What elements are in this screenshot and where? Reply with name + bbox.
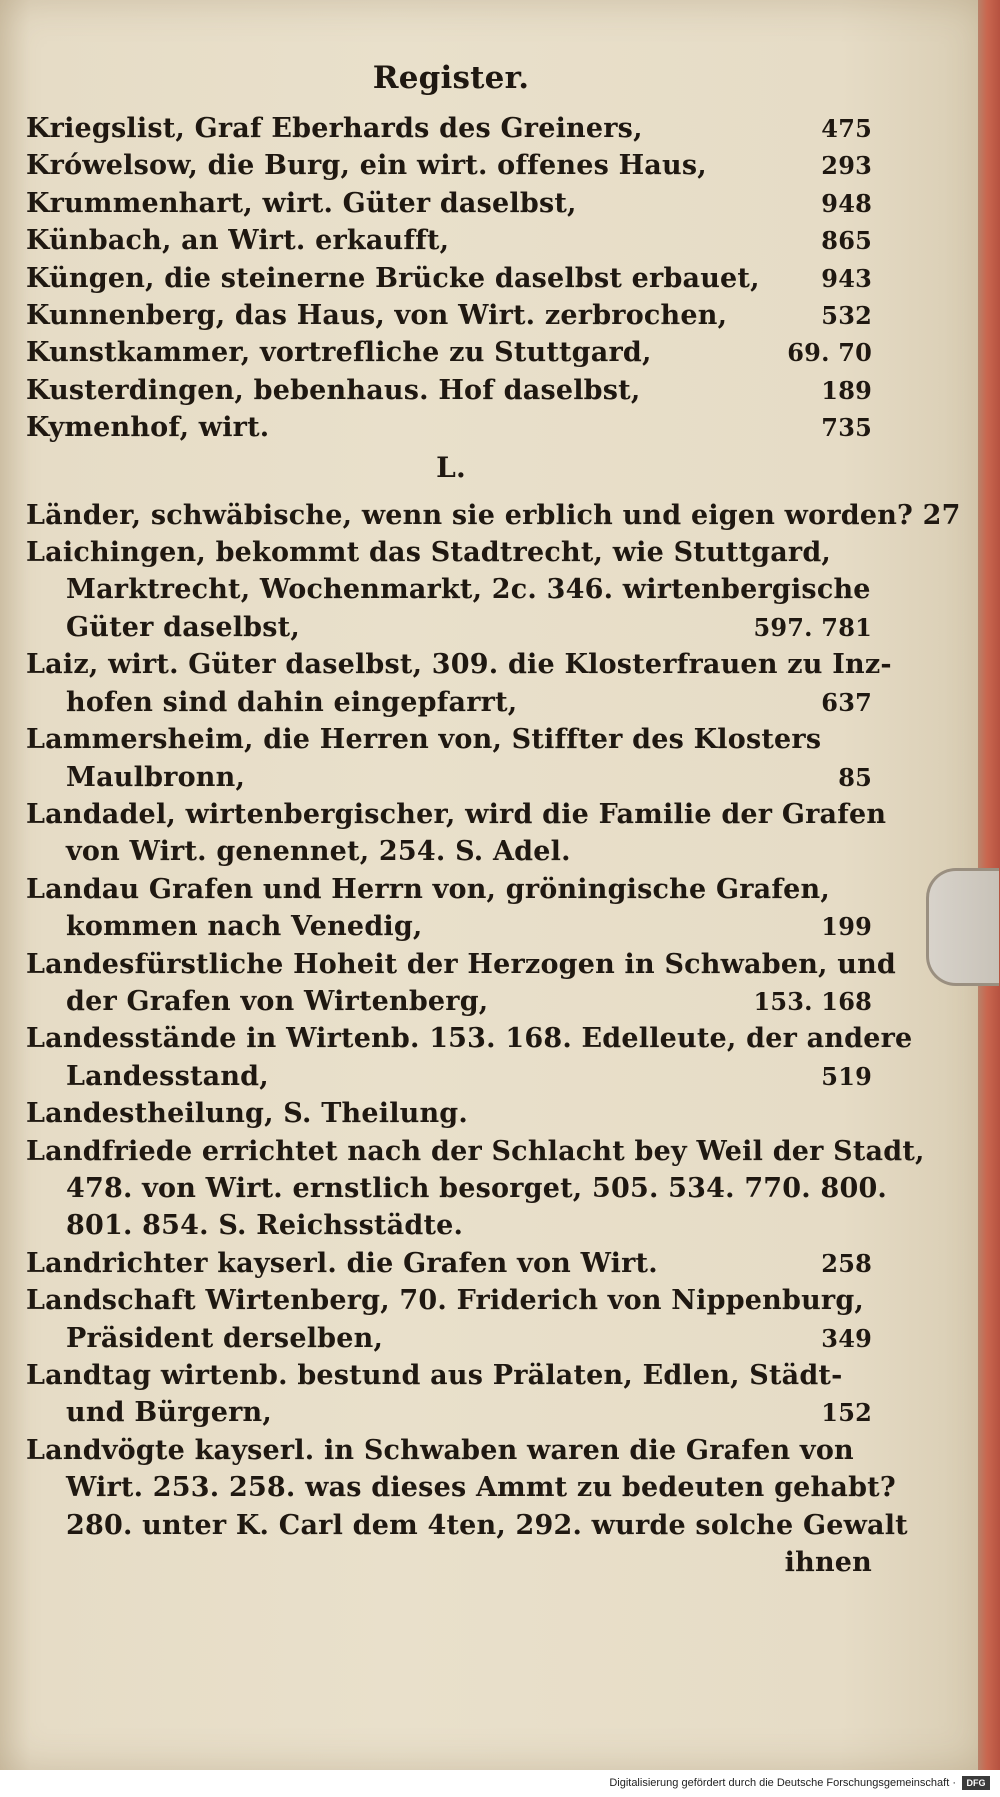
index-line — [26, 497, 961, 534]
line-text: der Grafen von Wirtenberg, — [66, 985, 489, 1017]
entry-term: Kriegslist, Graf Eberhards des Greiners, — [26, 113, 643, 144]
scanner-clamp — [926, 868, 999, 986]
line-page-number: 597. 781 — [753, 612, 872, 642]
line-page-number — [912, 1020, 916, 1057]
line-page-number: 152 — [821, 1398, 872, 1428]
index-line — [26, 571, 876, 608]
line-text: Laiz, wirt. Güter daselbst, 309. die Klosterfrauen zu Inz- — [26, 649, 892, 681]
index-line — [26, 609, 876, 646]
line-text: Maulbronn, — [66, 761, 246, 793]
index-line — [26, 759, 876, 796]
entry-page-number: 293 — [821, 151, 872, 181]
line-page-number — [872, 833, 876, 870]
index-line — [26, 1095, 876, 1132]
index-line — [26, 833, 876, 870]
line-text: kommen nach Venedig, — [66, 911, 423, 943]
line-page-number: 199 — [821, 912, 872, 942]
index-line — [26, 1133, 925, 1170]
line-text: hofen sind dahin eingepfarrt, — [66, 686, 518, 718]
register-text — [26, 60, 961, 1581]
index-entry — [26, 297, 876, 334]
line-page-number — [872, 1282, 876, 1319]
line-text: Länder, schwäbische, wenn sie erblich und eigen worden? 27 — [26, 499, 961, 531]
entry-term: Kunstkammer, vortrefliche zu Stuttgard, — [26, 337, 652, 369]
line-page-number — [892, 646, 896, 683]
index-line — [26, 646, 892, 683]
line-page-number — [925, 1133, 929, 1170]
index-line — [26, 1282, 876, 1319]
line-page-number — [896, 946, 900, 983]
line-page-number: 519 — [821, 1061, 872, 1091]
line-page-number — [872, 571, 876, 608]
index-line — [26, 1170, 888, 1207]
index-line — [26, 1507, 908, 1544]
line-text: Landau Grafen und Herrn von, gröningische Grafen, — [26, 873, 830, 905]
entry-page-number: 69. 70 — [787, 338, 872, 368]
line-page-number — [872, 534, 876, 571]
entry-term: Kunnenberg, das Haus, von Wirt. zerbrochen, — [26, 300, 728, 332]
index-line — [26, 1394, 876, 1431]
line-page-number — [886, 796, 890, 833]
line-page-number — [872, 871, 876, 908]
line-page-number: 85 — [838, 762, 872, 792]
entry-term: Krummenhart, wirt. Güter daselbst, — [26, 187, 577, 219]
section-letter-heading: L. — [436, 450, 466, 484]
line-text: Landvögte kayserl. in Schwaben waren die Grafen von — [26, 1434, 854, 1466]
entry-page-number: 475 — [821, 114, 872, 143]
index-entry — [26, 409, 876, 446]
dfg-logo: DFG — [962, 1776, 990, 1790]
line-page-number — [872, 1095, 876, 1132]
index-line — [26, 1432, 876, 1469]
line-text: Landschaft Wirtenberg, 70. Friderich von Nippenburg, — [26, 1285, 865, 1317]
line-page-number: 637 — [821, 687, 872, 717]
line-page-number — [872, 1432, 876, 1469]
entry-term: Kymenhof, wirt. — [26, 412, 270, 444]
line-page-number — [872, 721, 876, 758]
index-line — [26, 1357, 876, 1394]
line-page-number — [887, 1170, 891, 1207]
line-text: und Bürgern, — [66, 1397, 272, 1429]
line-page-number: 258 — [821, 1248, 872, 1278]
line-page-number: 349 — [821, 1323, 872, 1353]
line-page-number — [872, 1207, 876, 1244]
index-line — [26, 1320, 876, 1357]
line-text: Landestheilung, S. Theilung. — [26, 1098, 468, 1130]
index-line — [26, 908, 876, 945]
index-line — [26, 1245, 876, 1282]
line-page-number — [908, 1507, 912, 1544]
line-text: Laichingen, bekommt das Stadtrecht, wie Stuttgard, — [26, 537, 831, 569]
line-text: Landtag wirtenb. bestund aus Prälaten, Edlen, Städt- — [26, 1360, 843, 1391]
line-page-number — [896, 1469, 900, 1506]
line-text: Landrichter kayserl. die Grafen von Wirt. — [26, 1247, 658, 1279]
line-page-number — [872, 1357, 876, 1394]
index-entry — [26, 110, 876, 147]
line-text: 801. 854. S. Reichsstädte. — [66, 1210, 464, 1242]
index-line — [26, 1058, 876, 1095]
line-text: Landesfürstliche Hoheit der Herzogen in Schwaben, und — [26, 948, 896, 980]
index-line — [26, 871, 876, 908]
line-text: von Wirt. genennet, 254. S. Adel. — [66, 836, 571, 868]
index-entry — [26, 147, 876, 184]
line-text: 478. von Wirt. ernstlich besorget, 505. 534. 770. 800. — [66, 1172, 888, 1204]
digitization-credit: Digitalisierung gefördert durch die Deutsche Forschungsgemeinschaft · — [609, 1777, 956, 1789]
index-line — [26, 1207, 876, 1244]
entry-page-number: 189 — [821, 375, 872, 405]
line-text: Güter daselbst, — [66, 611, 300, 643]
line-page-number — [961, 497, 965, 534]
entry-term: Künbach, an Wirt. erkaufft, — [26, 225, 450, 257]
index-line — [26, 721, 876, 758]
line-text: Präsident derselben, — [66, 1322, 384, 1354]
page-title: Register. — [372, 60, 530, 96]
index-line — [26, 983, 876, 1020]
index-line — [26, 534, 876, 571]
index-entry — [26, 334, 876, 371]
index-line — [26, 1469, 896, 1506]
line-text: Landadel, wirtenbergischer, wird die Familie der Grafen — [26, 798, 887, 830]
line-text: Landesstand, — [66, 1060, 269, 1092]
entry-term: Krówelsow, die Burg, ein wirt. offenes Haus, — [26, 150, 707, 182]
entry-page-number: 735 — [821, 413, 872, 443]
entry-term: Kusterdingen, bebenhaus. Hof daselbst, — [26, 374, 641, 406]
entry-page-number: 532 — [821, 301, 872, 331]
line-page-number: 153. 168 — [753, 986, 872, 1016]
line-text: Wirt. 253. 258. was dieses Ammt zu bedeuten gehabt? — [66, 1472, 896, 1504]
index-line — [26, 946, 896, 983]
catchword: ihnen — [784, 1547, 872, 1579]
index-line — [26, 1020, 913, 1057]
index-line — [26, 684, 876, 721]
entry-term: Küngen, die steinerne Brücke daselbst erbauet, — [26, 262, 760, 294]
l-entries-list — [26, 497, 961, 1544]
k-entries-list — [26, 110, 876, 447]
index-entry — [26, 260, 876, 297]
line-text: Lammersheim, die Herren von, Stiffter des Klosters — [26, 724, 822, 756]
index-entry — [26, 222, 876, 259]
entry-page-number: 865 — [821, 226, 872, 256]
line-text: 280. unter K. Carl dem 4ten, 292. wurde solche Gewalt — [66, 1509, 908, 1541]
line-text: Marktrecht, Wochenmarkt, 2c. 346. wirtenbergische — [66, 574, 871, 606]
index-entry — [26, 185, 876, 222]
line-text: Landesstände in Wirtenb. 153. 168. Edelleute, der andere — [26, 1023, 913, 1055]
entry-page-number: 943 — [821, 263, 872, 293]
line-text: Landfriede errichtet nach der Schlacht bey Weil der Stadt, — [26, 1135, 925, 1167]
index-line — [26, 796, 887, 833]
index-entry — [26, 372, 876, 409]
entry-page-number: 948 — [821, 188, 872, 218]
